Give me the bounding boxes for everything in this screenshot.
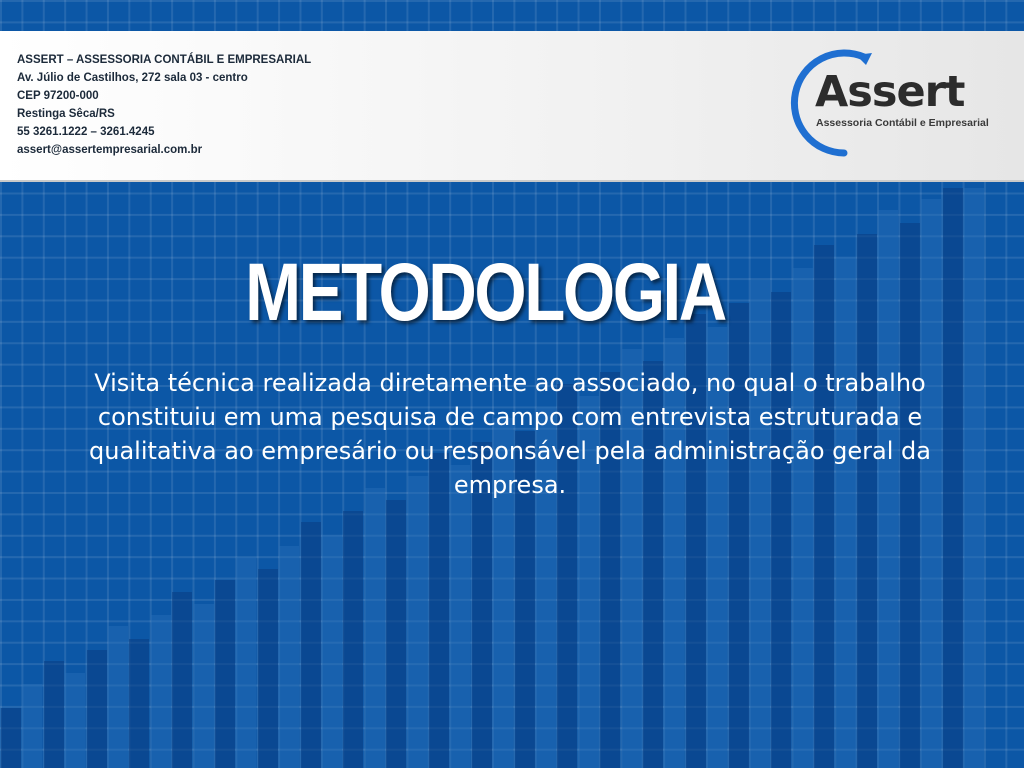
background-bar [386,500,406,768]
background-bar [151,615,171,768]
background-bar [87,650,107,768]
background-bar [322,535,342,768]
header-banner [0,31,1024,182]
background-bar [343,511,363,768]
background-bar [108,626,128,768]
background-bar [793,268,813,768]
background-bar [365,488,385,768]
contact-info [17,51,311,159]
phone-numbers: 55 3261.1222 – 3261.4245 [17,126,155,138]
address-line: Av. Júlio de Castilhos, 272 sala 03 - centro [17,72,248,84]
logo-wordmark: Assert [815,67,965,117]
slide-title: METODOLOGIA [245,247,725,338]
city-line: Restinga Sêca/RS [17,108,115,120]
background-bar [129,639,149,768]
company-name: ASSERT – ASSESSORIA CONTÁBIL E EMPRESARIAL [17,54,312,66]
postal-code: CEP 97200-000 [17,90,99,102]
email-address: assert@assertempresarial.com.br [17,144,203,156]
background-bar [215,580,235,768]
background-bar [22,684,42,768]
background-bar [408,476,428,768]
background-bar [279,546,299,768]
background-bar [65,673,85,768]
background-bar [301,522,321,768]
background-bar [236,557,256,768]
background-bar [750,280,770,768]
background-bar [771,292,791,768]
background-bar [44,661,64,768]
background-bar [258,569,278,768]
background-bar [450,465,470,768]
background-bar [194,604,214,768]
assert-logo [786,49,996,159]
slide-body-text: Visita técnica realizada diretamente ao associado, no qual o trabalho constituiu em uma pesquisa de campo com entrevista estruturada e qualitativa ao empresário ou responsável pela administração geral da empresa. [89,369,931,499]
background-bar [172,592,192,768]
background-bar [964,188,984,768]
background-bar [1,708,21,768]
logo-tagline: Assessoria Contábil e Empresarial [816,117,989,129]
